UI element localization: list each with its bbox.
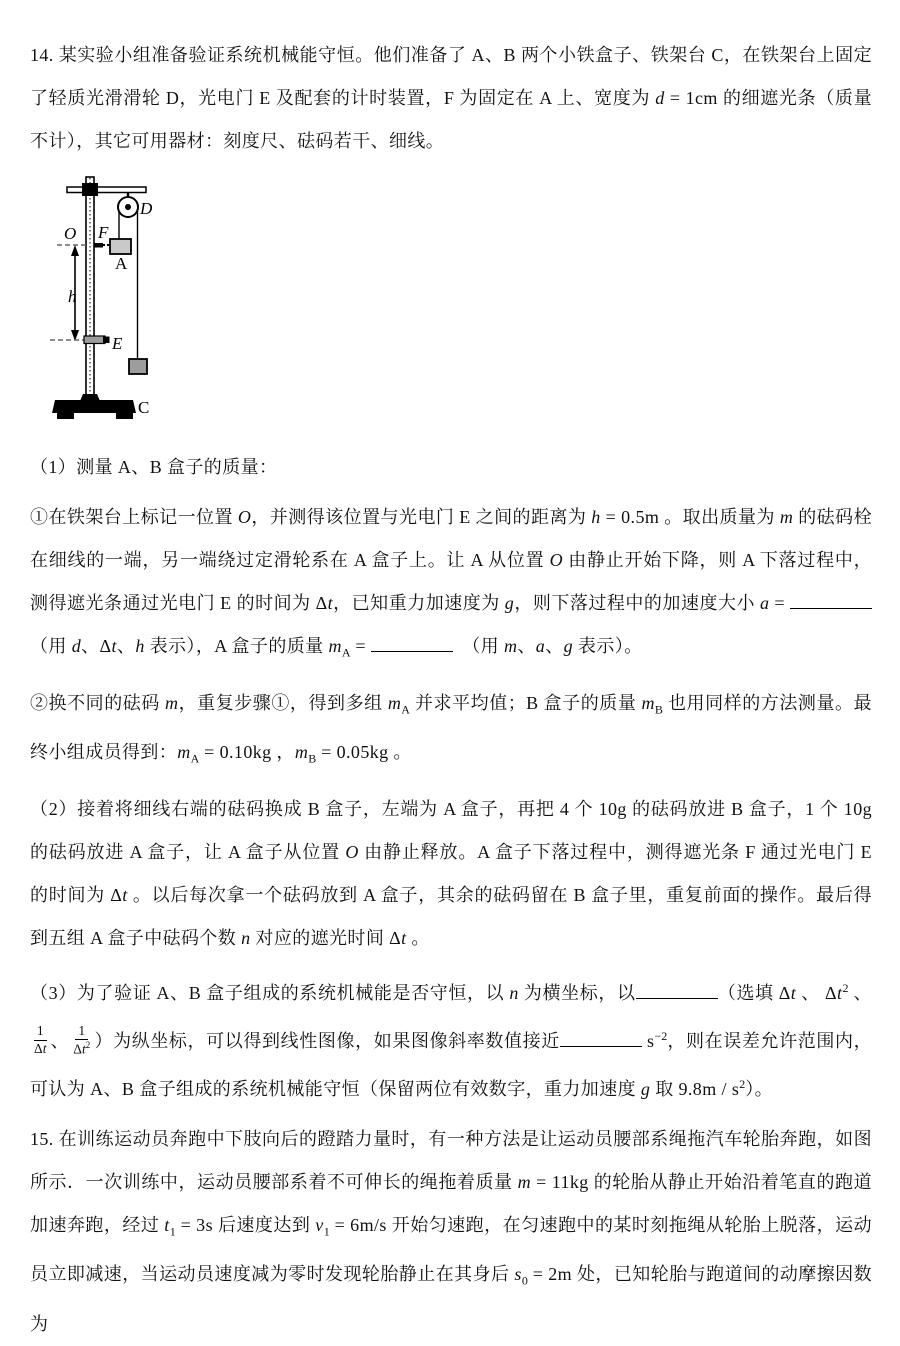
blank-mass-a	[371, 633, 453, 652]
label-height-h: h	[68, 287, 77, 306]
q14-intro-paragraph: 14. 某实验小组准备验证系统机械能守恒。他们准备了 A、B 两个小铁盒子、铁架台 C，在铁架台上固定了轻质光滑滑轮 D，光电门 E 及配套的计时装置，F 为固定在 A 上、宽度为 d = 1cm 的细遮光条（质量不计），其它可用器材：刻度尺、砝码若干、细线。	[30, 45, 872, 151]
box-b	[129, 359, 147, 374]
label-box-a: A	[115, 254, 128, 273]
base-foot-left	[57, 413, 74, 419]
box-a	[110, 239, 131, 254]
rod-foot	[80, 394, 100, 401]
pulley-axle	[125, 204, 131, 210]
q14-step2-paragraph: ②换不同的砝码 m，重复步骤①，得到多组 $m_A$ 并求平均值；B 盒子的质量 $m_B$ 也用同样的方法测量。最终小组成员得到：$m_A = 0.10kg$ ，$m_B = 0.05kg$ 。	[30, 692, 872, 766]
photogate-sensor	[103, 337, 110, 344]
apparatus-diagram-svg	[42, 173, 242, 425]
label-position-o: O	[64, 224, 77, 243]
q14-part2-paragraph: （2）接着将细线右端的砝码换成 B 盒子，左端为 A 盒子，再把 4 个 10g 的砝码放进 B 盒子，1 个 10g 的砝码放进 A 盒子，让 A 盒子从位置 O 由静止释放。A 盒子下落过程中，测得遮光条 F 通过光电门 E 的时间为 Δt 。以后每次拿一个砝码放到 A 盒子，其余的砝码留在 B 盒子里，重复前面的操作。最后得到五组 A 盒子中砝码个数 n 对应的遮光时间 Δt 。	[30, 798, 872, 948]
label-shutter-f: F	[98, 223, 109, 242]
clamp	[82, 183, 98, 196]
stand-base	[52, 400, 136, 413]
blank-slope-value	[560, 1028, 642, 1047]
height-arrowhead-top	[71, 245, 79, 256]
blank-acceleration	[790, 590, 872, 609]
apparatus-diagram	[42, 173, 872, 430]
photogate	[84, 336, 105, 344]
q15-paragraph: 15. 在训练运动员奔跑中下肢向后的蹬踏力量时，有一种方法是让运动员腰部系绳拖汽车轮胎奔跑，如图所示．一次训练中，运动员腰部系着不可伸长的绳拖着质量 m = 11kg 的轮胎从静止开始沿着笔直的跑道加速奔跑，经过 $t_1 = 3s$ 后速度达到 $v_1 = 6m/s$ 开始匀速跑，在匀速跑中的某时刻拖绳从轮胎上脱落，运动员立即减速，当运动员速度减为零时发现轮胎静止在其身后 $s_0 = 2m$ 处，已知轮胎与跑道间的动摩擦因数为	[30, 1128, 872, 1334]
base-foot-right	[116, 413, 133, 419]
q14-step1-paragraph: ①在铁架台上标记一位置 O，并测得该位置与光电门 E 之间的距离为 h = 0.5m 。取出质量为 m 的砝码栓在细线的一端，另一端绕过定滑轮系在 A 盒子上。让 A 从位置 O 由静止开始下降，则 A 下落过程中，测得遮光条通过光电门 E 的时间为 Δt，已知重力加速度为 g，则下落过程中的加速度大小 a = （用 d、Δt、h 表示），A 盒子的质量 $m_A$ = （用 m、a、g 表示）。	[30, 507, 873, 660]
label-stand-c: C	[138, 398, 150, 417]
label-pulley-d: D	[140, 199, 153, 218]
q14-part1-header: （1）测量 A、B 盒子的质量：	[30, 457, 278, 477]
blank-y-axis-choice	[636, 980, 718, 999]
q14-part3-paragraph: （3）为了验证 A、B 盒子组成的系统机械能是否守恒，以 n 为横坐标，以 （选填 Δt 、 $\Delta t^2$ 、 $\frac{1}{\Delta t}$ 、 $\frac{1}{\Delta t^2}$ ）为纵坐标，可以得到线性图像，如果图像斜率数值接近 $s^{-2}$，则在误差允许范围内，可认为 A、B 盒子组成的系统机械能守恒（保留两位有效数字，重力加速度 g 取 $9.8m / s^2$）。	[30, 980, 873, 1099]
shutter-blade	[94, 243, 103, 248]
crossbar	[67, 187, 146, 193]
label-photogate-e: E	[112, 334, 123, 353]
